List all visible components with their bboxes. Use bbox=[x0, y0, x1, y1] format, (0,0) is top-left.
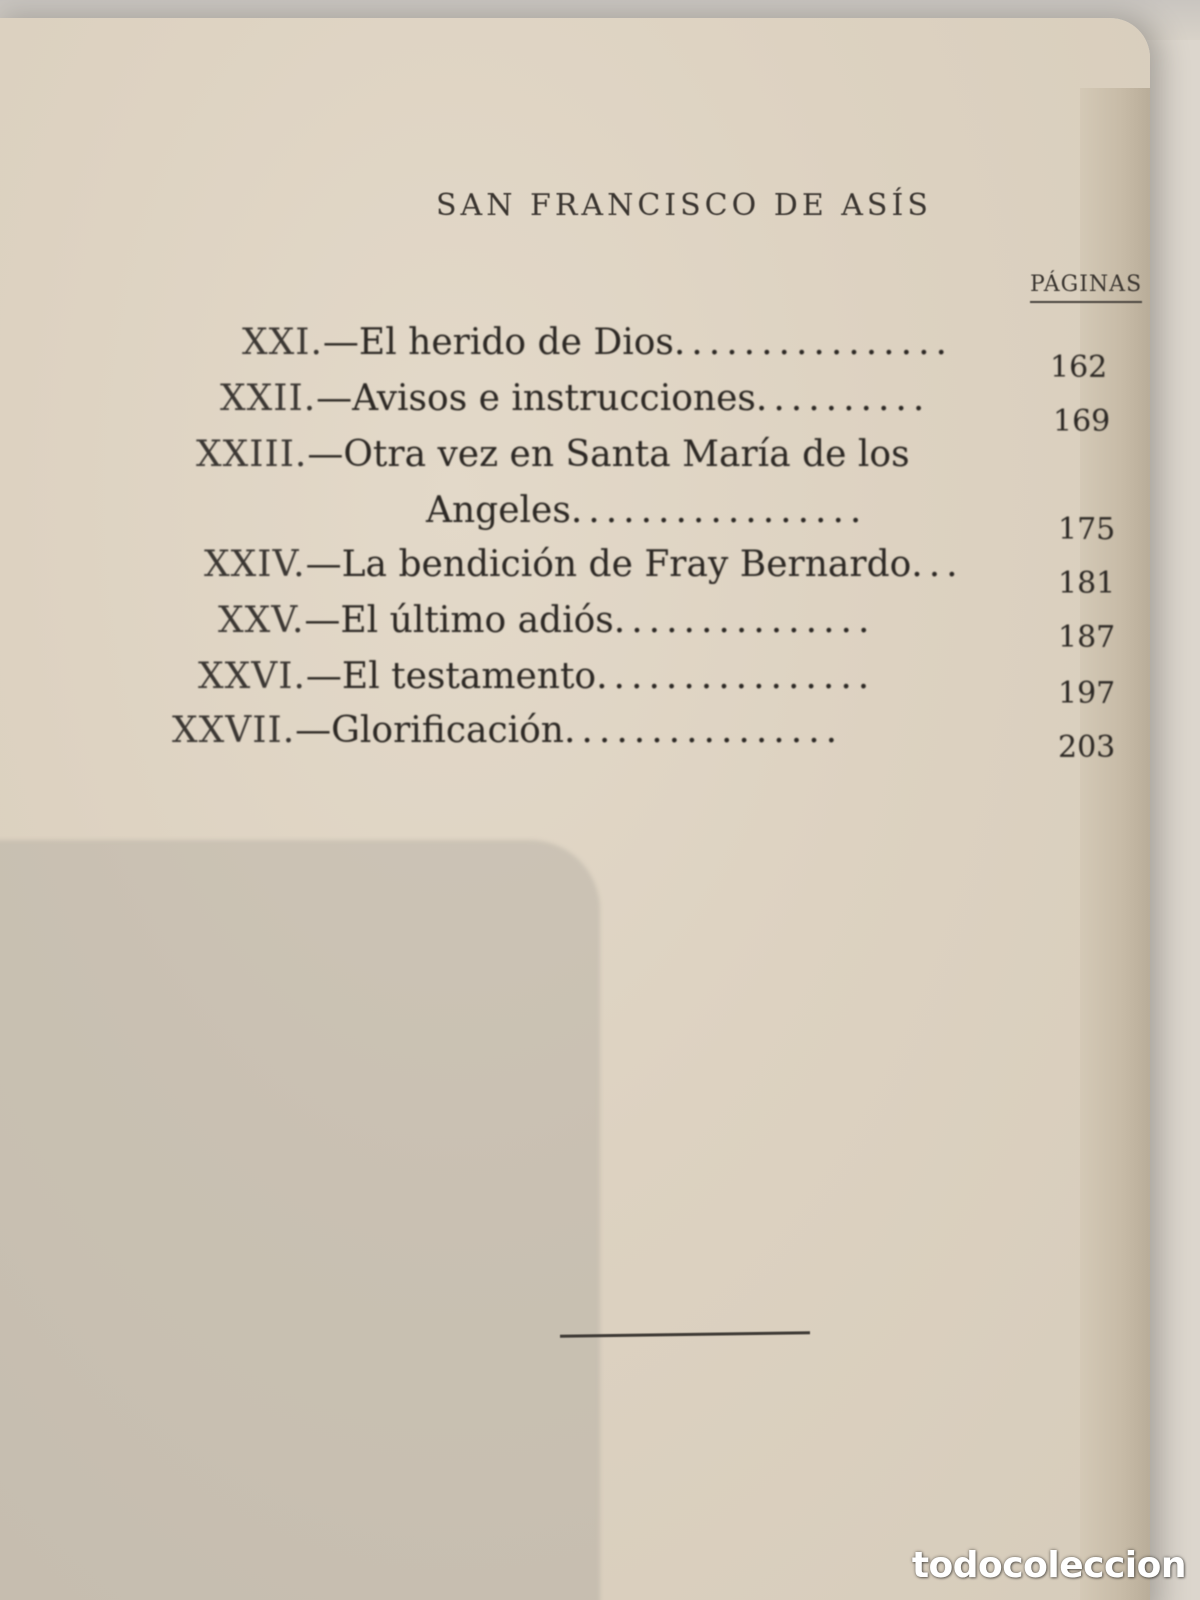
chapter-numeral: XXI. bbox=[242, 322, 323, 363]
running-head: SAN FRANCISCO DE ASÍS bbox=[436, 188, 932, 223]
toc-entry-27 bbox=[172, 710, 843, 751]
dot-leader: ................ bbox=[563, 710, 844, 751]
toc-entry-23-continuation bbox=[426, 490, 867, 531]
pages-column-heading: PÁGINAS bbox=[1030, 272, 1142, 303]
toc-entry-22 bbox=[220, 378, 930, 419]
chapter-title: —Avisos e instrucciones bbox=[316, 378, 756, 419]
chapter-title-continuation: Angeles bbox=[426, 490, 571, 531]
page-edge-shadow bbox=[1080, 88, 1150, 1600]
toc-entry-26 bbox=[198, 656, 875, 697]
watermark-logo: todocoleccion bbox=[911, 1545, 1186, 1586]
page-number: 169 bbox=[1053, 404, 1111, 439]
toc-entry-24 bbox=[204, 544, 964, 585]
page-number: 197 bbox=[1058, 676, 1116, 711]
chapter-title: —Otra vez en Santa María de los bbox=[307, 434, 910, 475]
dot-leader: ................ bbox=[673, 322, 953, 363]
chapter-numeral: XXIV. bbox=[204, 544, 306, 585]
chapter-numeral: XXVI. bbox=[198, 656, 306, 697]
dot-leader: ............... bbox=[613, 600, 876, 641]
chapter-numeral: XXIII. bbox=[196, 434, 308, 475]
page-number: 187 bbox=[1058, 620, 1116, 655]
toc-entry-21 bbox=[242, 322, 953, 363]
page-number: 203 bbox=[1058, 730, 1116, 765]
chapter-title: —El último adiós bbox=[304, 600, 614, 641]
chapter-numeral: XXVII. bbox=[172, 710, 296, 751]
hand-shadow bbox=[0, 840, 600, 1600]
dot-leader: ................. bbox=[570, 490, 868, 531]
chapter-title: —El testamento bbox=[305, 656, 597, 697]
page-number: 162 bbox=[1050, 350, 1108, 385]
dot-leader: .......... bbox=[755, 378, 931, 419]
toc-entry-23 bbox=[196, 434, 910, 475]
page-number: 175 bbox=[1058, 512, 1116, 547]
toc-entry-25 bbox=[218, 600, 875, 641]
dot-leader: ... bbox=[911, 544, 964, 585]
chapter-title: —La bendición de Fray Bernardo bbox=[305, 544, 912, 585]
page-number: 181 bbox=[1058, 566, 1116, 601]
dot-leader: ................ bbox=[596, 656, 876, 697]
chapter-title: —Glorificación bbox=[295, 710, 564, 751]
chapter-title: —El herido de Dios bbox=[322, 322, 674, 363]
chapter-numeral: XXII. bbox=[220, 378, 317, 419]
chapter-numeral: XXV. bbox=[218, 600, 305, 641]
